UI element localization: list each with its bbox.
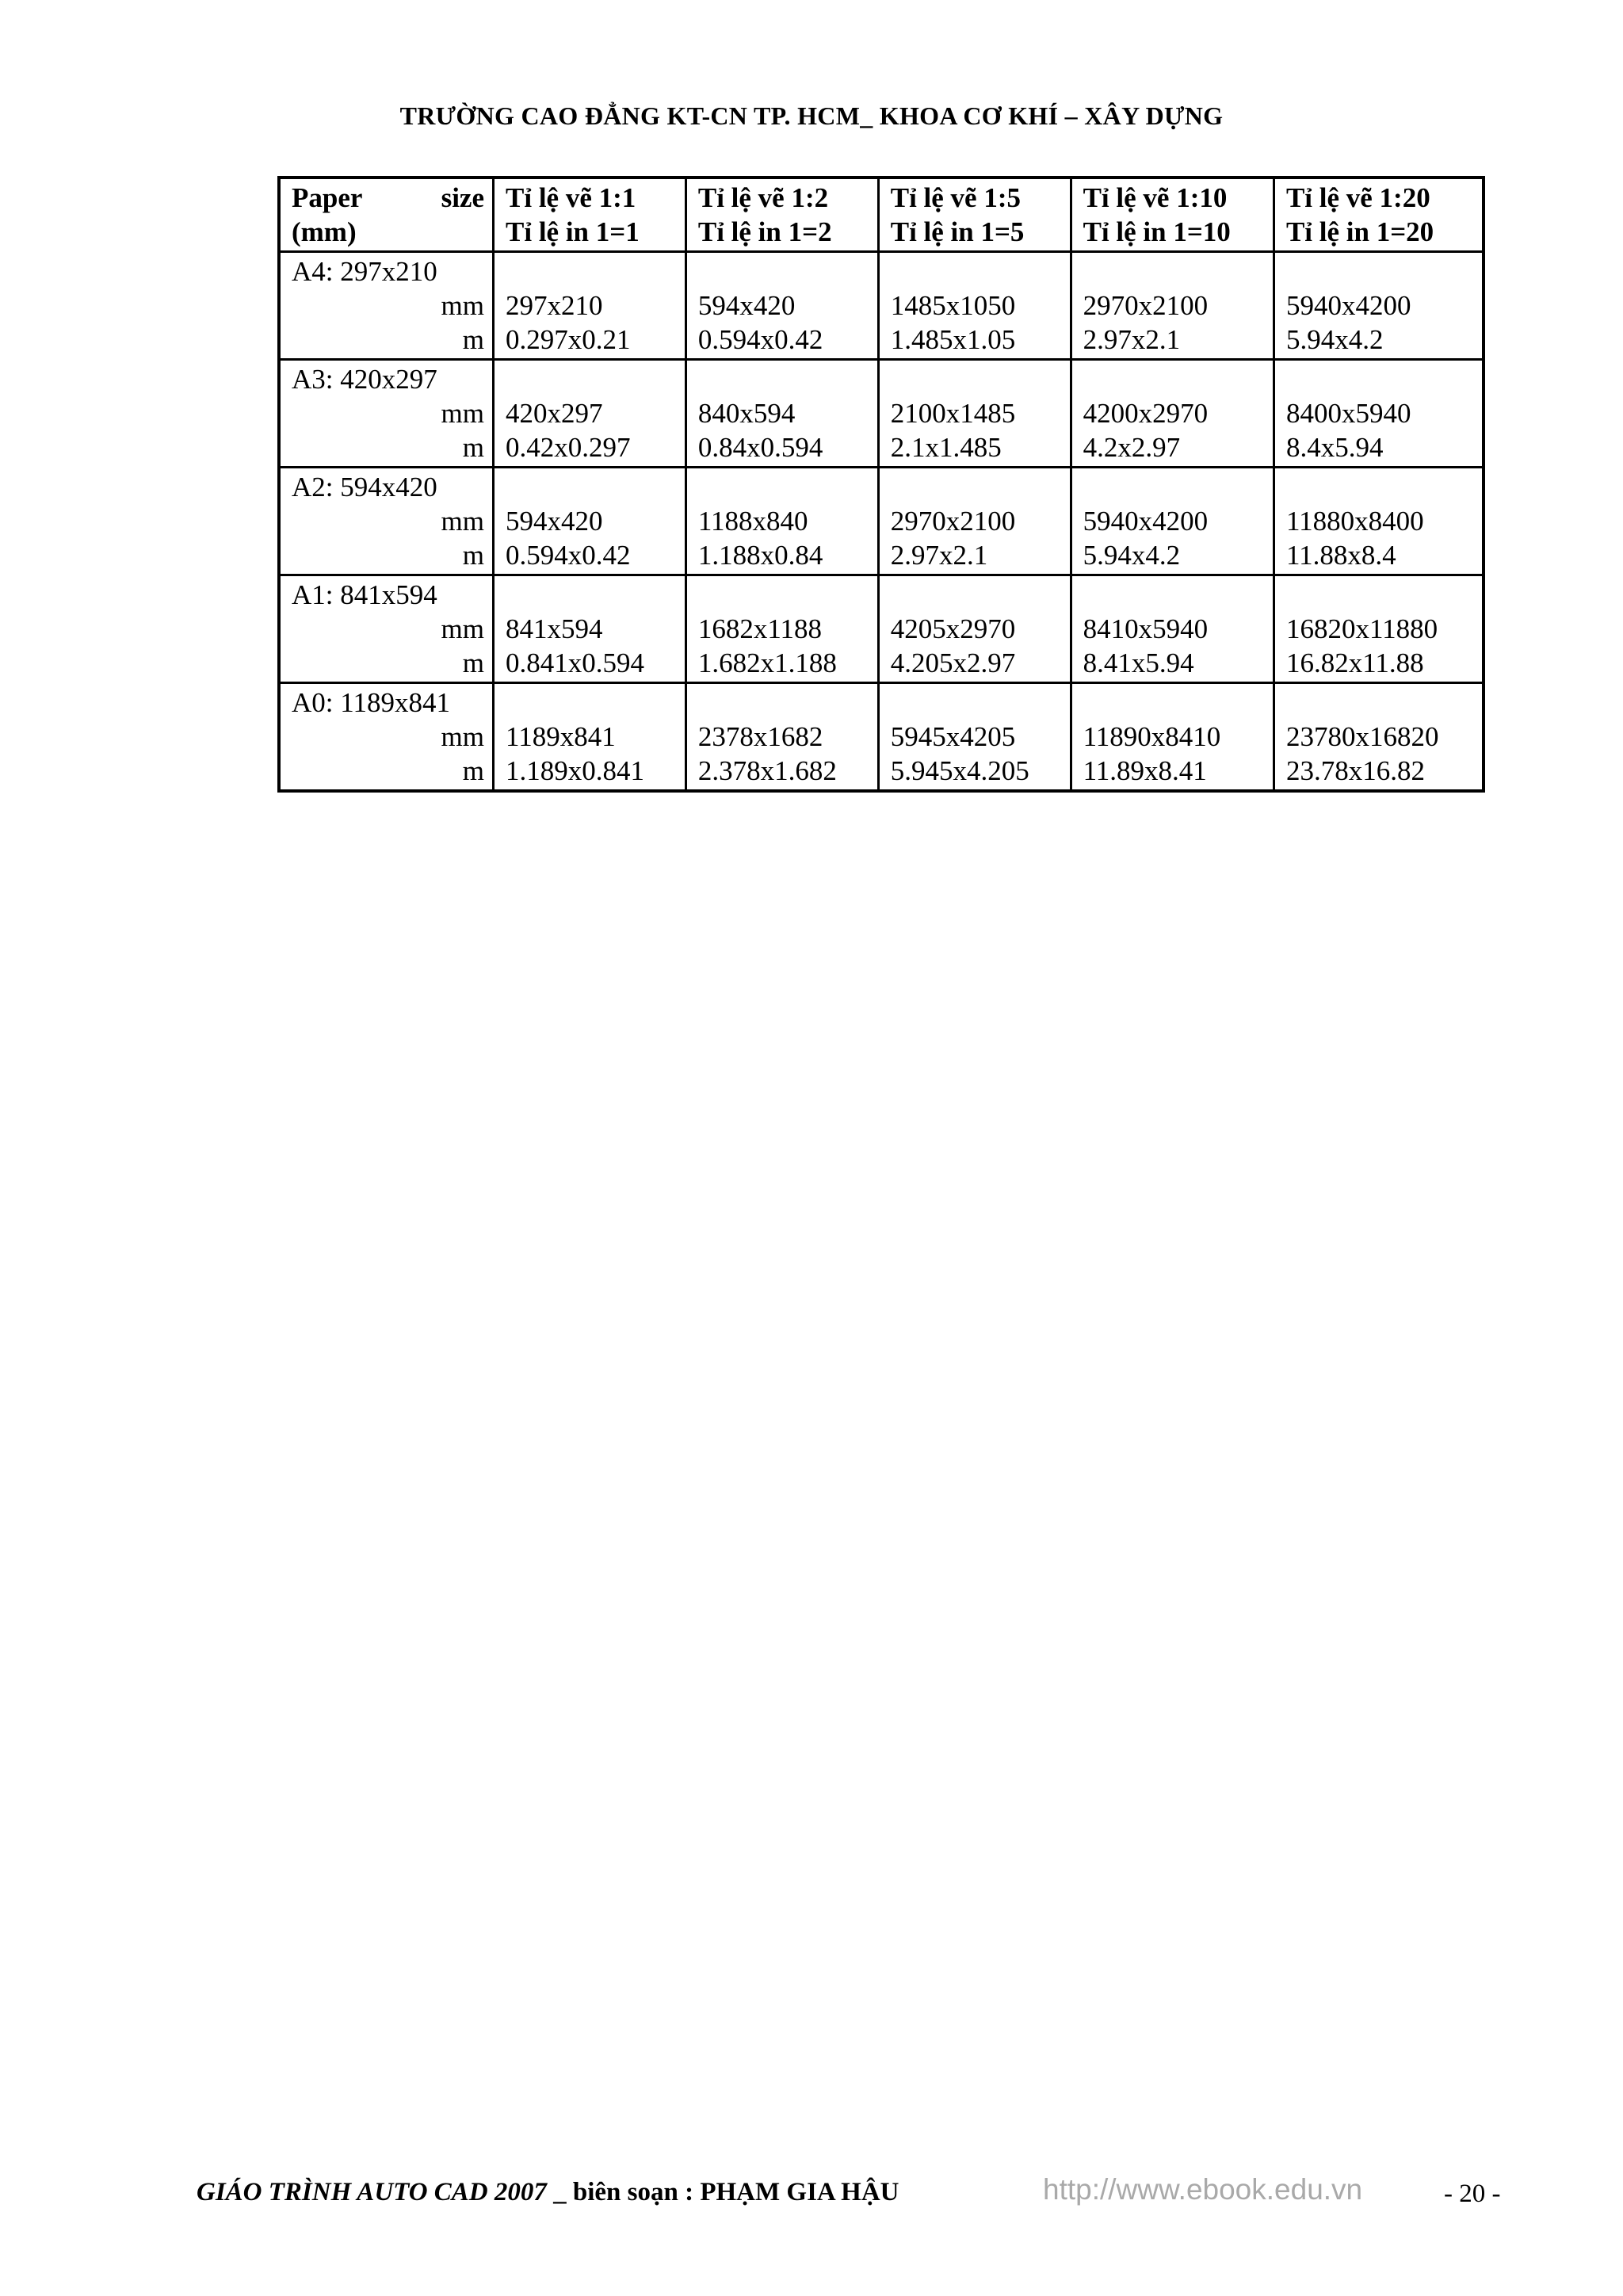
scaled-size-cell [878, 468, 1071, 575]
scaled-size-cell [1071, 468, 1274, 575]
scaled-size-cell [1274, 683, 1484, 792]
source-url: http://www.ebook.edu.vn [1043, 2173, 1363, 2206]
paper-header-word: Paper [292, 182, 363, 213]
scaled-size-cell [685, 252, 878, 360]
scaled-size-cell [494, 360, 686, 468]
scaled-size-cell [1274, 252, 1484, 360]
spacer [1286, 470, 1474, 504]
value-m: 1.682x1.188 [697, 648, 837, 678]
unit-m-label: m [462, 648, 484, 678]
page-header: TRƯỜNG CAO ĐẲNG KT-CN TP. HCM_ KHOA CƠ KHÍ – XÂY DỰNG [399, 101, 1224, 130]
unit-m-label: m [462, 540, 484, 571]
draw-scale: Tỉ lệ vẽ 1:10 [1083, 182, 1228, 213]
value-m: 0.84x0.594 [697, 432, 823, 463]
value-m: 1.189x0.841 [506, 755, 644, 786]
value-mm: 11890x8410 [1083, 721, 1221, 752]
spacer [891, 578, 1062, 612]
unit-mm-label: mm [441, 398, 484, 429]
value-m: 0.594x0.42 [697, 324, 823, 355]
value-mm: 8400x5940 [1285, 398, 1411, 429]
value-m: 0.297x0.21 [506, 324, 631, 355]
value-mm: 840x594 [697, 398, 796, 429]
value-m: 23.78x16.82 [1285, 755, 1425, 786]
unit-m-label: m [462, 432, 484, 463]
value-mm: 23780x16820 [1285, 721, 1439, 752]
value-mm: 2970x2100 [1083, 290, 1209, 321]
table-row [279, 360, 1484, 468]
spacer [891, 254, 1062, 288]
spacer [1083, 578, 1265, 612]
value-mm: 4205x2970 [890, 613, 1016, 644]
author-credit: biên soạn : PHẠM GIA HẬU [572, 2178, 899, 2206]
value-m: 8.41x5.94 [1083, 648, 1194, 678]
table-header-row [279, 178, 1484, 252]
value-mm: 297x210 [506, 290, 603, 321]
print-scale: Tỉ lệ in 1=20 [1285, 216, 1434, 247]
spacer [1286, 578, 1474, 612]
draw-scale: Tỉ lệ vẽ 1:1 [506, 182, 636, 213]
print-scale: Tỉ lệ in 1=2 [697, 216, 832, 247]
value-mm: 2378x1682 [697, 721, 823, 752]
table-row [279, 575, 1484, 683]
book-title: GIÁO TRÌNH AUTO CAD 2007 [197, 2178, 547, 2206]
value-mm: 5940x4200 [1083, 506, 1209, 537]
value-mm: 2100x1485 [890, 398, 1016, 429]
scale-header-1 [494, 178, 686, 252]
value-m: 4.205x2.97 [890, 648, 1016, 678]
value-m: 11.89x8.41 [1083, 755, 1207, 786]
spacer [891, 362, 1062, 396]
print-scale: Tỉ lệ in 1=5 [890, 216, 1025, 247]
paper-size-cell [279, 360, 494, 468]
paper-size-label: A0: 1189x841 [292, 687, 450, 718]
print-scale: Tỉ lệ in 1=10 [1083, 216, 1231, 247]
value-mm: 4200x2970 [1083, 398, 1209, 429]
draw-scale: Tỉ lệ vẽ 1:2 [697, 182, 829, 213]
size-header-word: size [441, 182, 484, 213]
spacer [698, 362, 869, 396]
page-number: - 20 - [1444, 2179, 1501, 2208]
footer-separator: _ [546, 2178, 573, 2206]
value-m: 1.485x1.05 [890, 324, 1016, 355]
scaled-size-cell [1071, 252, 1274, 360]
unit-mm-label: mm [441, 506, 484, 537]
value-m: 2.97x2.1 [890, 540, 988, 571]
value-m: 2.1x1.485 [890, 432, 1002, 463]
scaled-size-cell [685, 360, 878, 468]
value-mm: 16820x11880 [1285, 613, 1438, 644]
scaled-size-cell [494, 683, 686, 792]
scaled-size-cell [878, 575, 1071, 683]
scaled-size-cell [1071, 575, 1274, 683]
value-m: 0.841x0.594 [506, 648, 644, 678]
paper-size-label: A2: 594x420 [292, 472, 437, 502]
unit-m-label: m [462, 755, 484, 786]
spacer [506, 686, 677, 720]
spacer [698, 470, 869, 504]
value-m: 16.82x11.88 [1285, 648, 1424, 678]
scaled-size-cell [494, 575, 686, 683]
scale-header-2 [685, 178, 878, 252]
value-m: 11.88x8.4 [1285, 540, 1396, 571]
paper-size-cell [279, 252, 494, 360]
value-m: 5.94x4.2 [1285, 324, 1384, 355]
footer-book-credit [197, 2178, 899, 2207]
scaled-size-cell [878, 360, 1071, 468]
unit-mm-label: mm [441, 290, 484, 321]
spacer [698, 578, 869, 612]
value-m: 1.188x0.84 [697, 540, 823, 571]
value-mm: 11880x8400 [1285, 506, 1424, 537]
spacer [506, 578, 677, 612]
paper-size-cell [279, 468, 494, 575]
scale-header-20 [1274, 178, 1484, 252]
value-m: 0.42x0.297 [506, 432, 631, 463]
scale-header-10 [1071, 178, 1274, 252]
value-mm: 594x420 [506, 506, 603, 537]
scale-header-5 [878, 178, 1071, 252]
spacer [698, 254, 869, 288]
scaled-size-cell [685, 683, 878, 792]
unit-mm-label: mm [441, 613, 484, 644]
value-mm: 594x420 [697, 290, 796, 321]
scaled-size-cell [494, 468, 686, 575]
table-row [279, 468, 1484, 575]
value-mm: 1189x841 [506, 721, 616, 752]
table-body [279, 252, 1484, 792]
paper-size-cell [279, 683, 494, 792]
spacer [1083, 362, 1265, 396]
paper-size-header [279, 178, 494, 252]
value-mm: 8410x5940 [1083, 613, 1209, 644]
paper-size-scale-table [277, 176, 1485, 793]
value-mm: 420x297 [506, 398, 603, 429]
value-m: 5.94x4.2 [1083, 540, 1181, 571]
spacer [1083, 254, 1265, 288]
scaled-size-cell [1071, 360, 1274, 468]
spacer [1286, 362, 1474, 396]
scaled-size-cell [685, 575, 878, 683]
spacer [506, 470, 677, 504]
value-mm: 1682x1188 [697, 613, 823, 644]
unit-mm-label: mm [441, 721, 484, 752]
table-row [279, 252, 1484, 360]
scaled-size-cell [685, 468, 878, 575]
page-footer [0, 2173, 1623, 2218]
value-mm: 1188x840 [697, 506, 808, 537]
value-m: 0.594x0.42 [506, 540, 631, 571]
spacer [1286, 686, 1474, 720]
scaled-size-cell [494, 252, 686, 360]
spacer [1286, 254, 1474, 288]
value-mm: 841x594 [506, 613, 603, 644]
scaled-size-cell [1071, 683, 1274, 792]
draw-scale: Tỉ lệ vẽ 1:20 [1285, 182, 1430, 213]
table-row [279, 683, 1484, 792]
spacer [1083, 470, 1265, 504]
spacer [698, 686, 869, 720]
paper-size-cell [279, 575, 494, 683]
scaled-size-cell [1274, 468, 1484, 575]
spacer [506, 254, 677, 288]
draw-scale: Tỉ lệ vẽ 1:5 [890, 182, 1021, 213]
paper-size-label: A1: 841x594 [292, 579, 437, 610]
value-m: 5.945x4.205 [890, 755, 1029, 786]
spacer [891, 470, 1062, 504]
value-m: 2.378x1.682 [697, 755, 837, 786]
spacer [1083, 686, 1265, 720]
value-mm: 5945x4205 [890, 721, 1016, 752]
value-mm: 5940x4200 [1285, 290, 1411, 321]
scaled-size-cell [878, 683, 1071, 792]
mm-header-unit: (mm) [292, 216, 357, 247]
value-m: 8.4x5.94 [1285, 432, 1384, 463]
scaled-size-cell [1274, 575, 1484, 683]
print-scale: Tỉ lệ in 1=1 [506, 216, 640, 247]
paper-size-label: A3: 420x297 [292, 364, 437, 395]
scaled-size-cell [878, 252, 1071, 360]
paper-size-label: A4: 297x210 [292, 256, 437, 287]
spacer [506, 362, 677, 396]
scaled-size-cell [1274, 360, 1484, 468]
value-m: 2.97x2.1 [1083, 324, 1181, 355]
spacer [891, 686, 1062, 720]
value-mm: 2970x2100 [890, 506, 1016, 537]
value-m: 4.2x2.97 [1083, 432, 1181, 463]
value-mm: 1485x1050 [890, 290, 1016, 321]
unit-m-label: m [462, 324, 484, 355]
